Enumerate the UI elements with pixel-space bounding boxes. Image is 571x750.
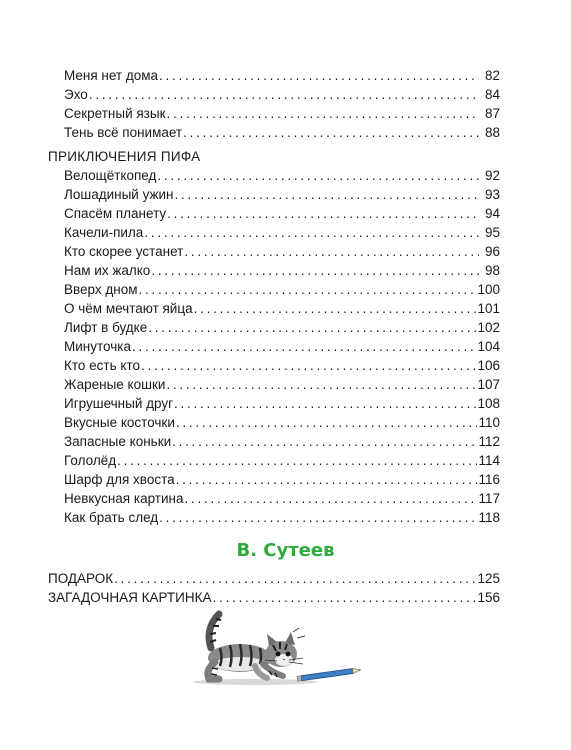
entry-title: Гололёд	[64, 453, 117, 468]
dot-leader	[184, 242, 479, 261]
entry-page: 108	[477, 396, 500, 411]
entry-title: Эхо	[64, 87, 88, 102]
entry-page: 156	[477, 590, 500, 605]
entry-title: ЗАГАДОЧНАЯ КАРТИНКА	[48, 590, 212, 605]
dot-leader	[172, 432, 477, 451]
entry-page: 92	[484, 168, 500, 183]
toc-entry[interactable]	[48, 261, 500, 280]
entry-title: Спасём планету	[64, 206, 167, 221]
entry-page: 98	[484, 263, 500, 278]
entry-page: 106	[477, 358, 500, 373]
entry-page: 125	[477, 571, 500, 586]
entry-page: 116	[478, 472, 500, 487]
entry-title: ПОДАРОК	[48, 571, 114, 586]
entry-title: Вкусные косточки	[64, 415, 175, 430]
toc-entry[interactable]	[48, 337, 500, 356]
entry-page: 100	[477, 282, 500, 297]
toc-entry[interactable]	[48, 413, 500, 432]
entry-title: Секретный язык	[64, 106, 166, 121]
entry-title: Кто скорее устанет	[64, 244, 184, 259]
entry-title: Лифт в будке	[64, 320, 148, 335]
dot-leader	[174, 394, 476, 413]
entry-page: 114	[478, 453, 500, 468]
entry-title: Невкусная картина	[64, 491, 184, 506]
toc-entry[interactable]	[48, 104, 500, 123]
toc-entry[interactable]	[48, 223, 500, 242]
dot-leader	[212, 588, 476, 607]
entry-page: 112	[478, 434, 500, 449]
dot-leader	[159, 508, 477, 527]
dot-leader	[132, 337, 476, 356]
section-heading: ПРИКЛЮЧЕНИЯ ПИФА	[48, 149, 201, 164]
entry-title: Шарф для хвоста	[64, 472, 175, 487]
dot-leader	[148, 318, 476, 337]
entry-title: Нам их жалко	[64, 263, 151, 278]
entry-page: 82	[484, 68, 500, 83]
toc-entry[interactable]	[48, 508, 500, 527]
dot-leader	[183, 123, 479, 142]
kitten-illustration-icon	[185, 608, 375, 688]
toc-entry[interactable]	[48, 470, 500, 489]
entry-page: 84	[484, 87, 500, 102]
toc-entry[interactable]	[48, 299, 500, 318]
dot-leader	[176, 470, 478, 489]
toc-entry[interactable]	[48, 123, 500, 142]
toc-entry[interactable]	[48, 66, 500, 85]
dot-leader	[139, 280, 477, 299]
entry-title: Тень всё понимает	[64, 125, 183, 140]
toc-pif-section	[48, 147, 500, 527]
toc-entry[interactable]	[48, 185, 500, 204]
entry-title: Игрушечный друг	[64, 396, 174, 411]
dot-leader	[144, 223, 479, 242]
dot-leader	[89, 85, 479, 104]
entry-page: 110	[478, 415, 500, 430]
entry-title: Велощёткопед	[64, 168, 157, 183]
entry-title: Вверх дном	[64, 282, 138, 297]
toc-entry[interactable]	[48, 166, 500, 185]
dot-leader	[184, 489, 477, 508]
toc-author-entries	[48, 569, 500, 607]
toc-entry[interactable]	[48, 569, 500, 588]
entry-title: Кто есть кто	[64, 358, 140, 373]
toc-top-entries	[48, 66, 500, 142]
dot-leader	[114, 569, 476, 588]
toc-entry[interactable]	[48, 489, 500, 508]
dot-leader	[166, 104, 479, 123]
dot-leader	[194, 299, 477, 318]
toc-entry[interactable]	[48, 588, 500, 607]
entry-title: Минуточка	[64, 339, 131, 354]
entry-title: Запасные коньки	[64, 434, 172, 449]
entry-page: 96	[484, 244, 500, 259]
entry-page: 95	[484, 225, 500, 240]
entry-title: О чём мечтают яйца	[64, 301, 193, 316]
author-heading: В. Сутеев	[236, 540, 335, 561]
toc-entry[interactable]	[48, 356, 500, 375]
dot-leader	[176, 413, 478, 432]
entry-page: 102	[477, 320, 500, 335]
entry-page: 117	[478, 491, 500, 506]
entry-page: 107	[477, 377, 500, 392]
entry-title: Как брать след	[64, 510, 159, 525]
toc-entry[interactable]	[48, 451, 500, 470]
dot-leader	[141, 356, 476, 375]
entry-page: 88	[484, 125, 500, 140]
toc-entry[interactable]	[48, 204, 500, 223]
pif-entries	[48, 166, 500, 527]
dot-leader	[167, 204, 479, 223]
entry-page: 87	[484, 106, 500, 121]
entry-title: Жареные кошки	[64, 377, 166, 392]
entry-title: Меня нет дома	[64, 68, 159, 83]
dot-leader	[159, 66, 479, 85]
dot-leader	[117, 451, 477, 470]
entry-page: 93	[484, 187, 500, 202]
entry-page: 104	[477, 339, 500, 354]
entry-page: 101	[477, 301, 500, 316]
entry-title: Качели-пила	[64, 225, 144, 240]
toc-entry[interactable]	[48, 394, 500, 413]
dot-leader	[157, 166, 479, 185]
toc-entry[interactable]	[48, 242, 500, 261]
dot-leader	[151, 261, 479, 280]
dot-leader	[166, 375, 476, 394]
dot-leader	[175, 185, 479, 204]
toc-entry[interactable]	[48, 280, 500, 299]
toc-entry[interactable]	[48, 432, 500, 451]
entry-page: 94	[484, 206, 500, 221]
toc-entry[interactable]	[48, 318, 500, 337]
toc-entry[interactable]	[48, 85, 500, 104]
toc-entry[interactable]	[48, 375, 500, 394]
entry-title: Лошадиный ужин	[64, 187, 174, 202]
entry-page: 118	[478, 510, 500, 525]
